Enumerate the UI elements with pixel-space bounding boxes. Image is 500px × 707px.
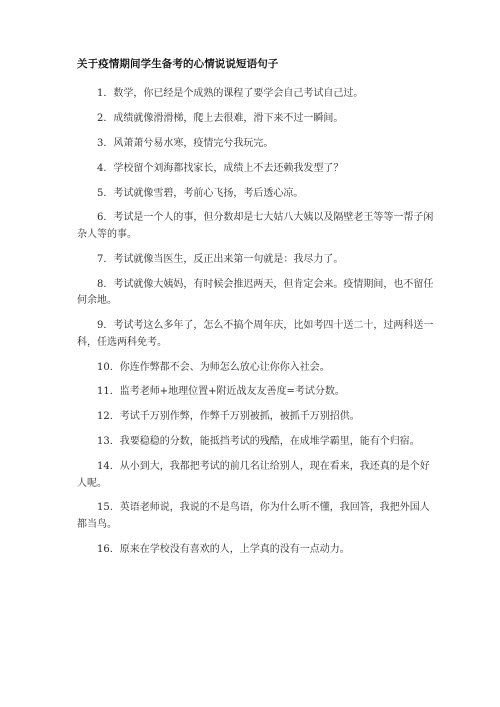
list-item: 10．你连作弊都不会、为师怎么放心让你你入社会。 bbox=[97, 361, 330, 373]
list-item: 15．英语老师说，我说的不是鸟语，你为什么听不懂，我回答，我把外国人都当鸟。 bbox=[77, 502, 430, 530]
list-item: 8．考试就像大姨妈，有时候会推迟两天，但肯定会来。疫情期间，也不留任何余地。 bbox=[77, 278, 434, 307]
list-item: 6．考试是一个人的事，但分数却是七大姑八大姨以及隔壁老王等等一帮子闲杂人等的事。 bbox=[77, 212, 434, 240]
list-item: 12．考试千万别作弊，作弊千万别被抓，被抓千万别招供。 bbox=[97, 411, 360, 423]
list-item: 13．我要稳稳的分数，能抵挡考试的残酷，在成堆学霸里，能有个归宿。 bbox=[97, 436, 420, 448]
list-item: 16．原来在学校没有喜欢的人，上学真的没有一点动力。 bbox=[97, 543, 350, 555]
list-item: 3．风萧萧兮易水寒，疫情完兮我玩完。 bbox=[97, 137, 274, 149]
list-item: 11．监考老师+地理位置+附近战友友善度=考试分数。 bbox=[97, 386, 345, 398]
list-item: 1．数学，你已经是个成熟的课程了要学会自己考试自己过。 bbox=[97, 88, 364, 99]
list-item: 9．考试考这么多年了，怎么不搞个周年庆，比如考四十送二十，过两科送一科，任选两科免考。 bbox=[77, 320, 434, 348]
document-title: 关于疫情期间学生备考的心情说说短语句子 bbox=[77, 58, 279, 70]
list-item: 2．成绩就像滑滑梯，爬上去很难，滑下来不过一瞬间。 bbox=[97, 112, 344, 124]
list-item: 5．考试就像雪碧，考前心飞扬，考后透心凉。 bbox=[97, 187, 304, 199]
sentence-list bbox=[77, 86, 434, 567]
list-item: 14．从小到大，我都把考试的前几名让给别人，现在看来，我还真的是个好人呢。 bbox=[77, 461, 430, 489]
list-item: 7．考试就像当医生，反正出来第一句就是：我尽力了。 bbox=[97, 253, 344, 265]
list-item: 4．学校留个刘海都找家长，成绩上不去还赖我发型了？ bbox=[97, 162, 344, 174]
